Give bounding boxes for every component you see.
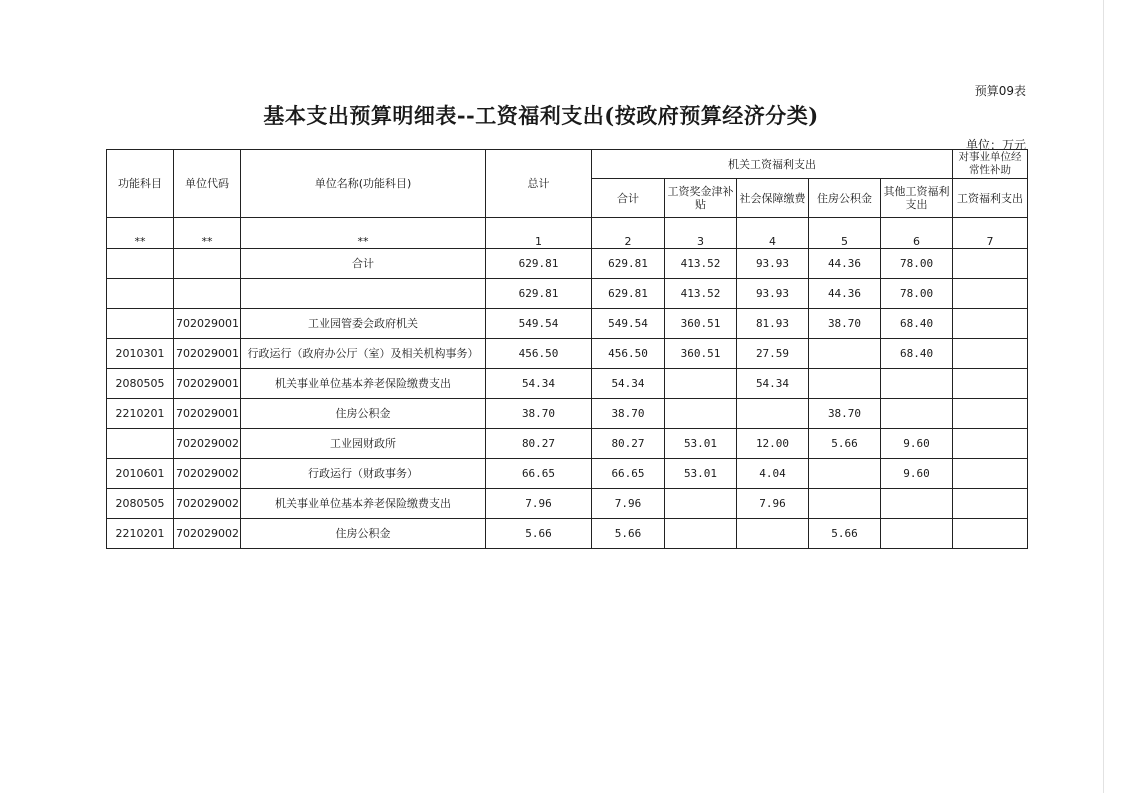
cell-total: 5.66 <box>486 519 592 549</box>
cell-func-subject: 2210201 <box>107 519 174 549</box>
cell-org-total: 5.66 <box>592 519 665 549</box>
cell-other <box>881 369 953 399</box>
cell-func-subject: 2210201 <box>107 399 174 429</box>
cell-unit-name: 住房公积金 <box>241 399 486 429</box>
cell-org-total: 7.96 <box>592 489 665 519</box>
cell-salary: 360.51 <box>665 339 737 369</box>
cell-org-total: 629.81 <box>592 249 665 279</box>
cell-func-subject <box>107 309 174 339</box>
cell-subsidy-wage <box>953 399 1028 429</box>
cell-subsidy-wage <box>953 489 1028 519</box>
cell-unit-name: 住房公积金 <box>241 519 486 549</box>
header-sub-subsidy-wage: 工资福利支出 <box>953 179 1028 218</box>
cell-unit-code: 702029001 <box>174 369 241 399</box>
cell-unit-name: 机关事业单位基本养老保险缴费支出 <box>241 369 486 399</box>
header-sub-housing: 住房公积金 <box>809 179 881 218</box>
cell-subsidy-wage <box>953 459 1028 489</box>
cell-housing <box>809 369 881 399</box>
cell-social: 93.93 <box>737 249 809 279</box>
column-number: 3 <box>665 218 737 249</box>
cell-housing <box>809 489 881 519</box>
table-row <box>107 519 1028 549</box>
table-row <box>107 429 1028 459</box>
cell-func-subject: 2080505 <box>107 489 174 519</box>
cell-subsidy-wage <box>953 339 1028 369</box>
header-func-subject: 功能科目 <box>107 150 174 218</box>
cell-social <box>737 519 809 549</box>
cell-total: 629.81 <box>486 249 592 279</box>
cell-housing: 5.66 <box>809 429 881 459</box>
cell-salary <box>665 369 737 399</box>
cell-social: 4.04 <box>737 459 809 489</box>
cell-other <box>881 399 953 429</box>
cell-unit-name <box>241 279 486 309</box>
cell-salary: 53.01 <box>665 429 737 459</box>
cell-salary <box>665 399 737 429</box>
cell-unit-code <box>174 279 241 309</box>
cell-total: 80.27 <box>486 429 592 459</box>
header-group-org-wage: 机关工资福利支出 <box>592 150 953 179</box>
cell-unit-name: 工业园财政所 <box>241 429 486 459</box>
cell-org-total: 38.70 <box>592 399 665 429</box>
column-number: ** <box>241 218 486 249</box>
cell-total: 54.34 <box>486 369 592 399</box>
cell-unit-code: 702029002 <box>174 519 241 549</box>
cell-subsidy-wage <box>953 369 1028 399</box>
cell-salary <box>665 489 737 519</box>
header-unit-name: 单位名称(功能科目) <box>241 150 486 218</box>
cell-subsidy-wage <box>953 429 1028 459</box>
cell-unit-name: 工业园管委会政府机关 <box>241 309 486 339</box>
cell-org-total: 549.54 <box>592 309 665 339</box>
cell-social: 54.34 <box>737 369 809 399</box>
cell-housing: 44.36 <box>809 249 881 279</box>
header-sub-other: 其他工资福利支出 <box>881 179 953 218</box>
page-title: 基本支出预算明细表--工资福利支出(按政府预算经济分类) <box>263 103 819 128</box>
header-row-1 <box>107 150 1028 179</box>
cell-total: 629.81 <box>486 279 592 309</box>
column-number: 1 <box>486 218 592 249</box>
cell-total: 549.54 <box>486 309 592 339</box>
cell-func-subject <box>107 429 174 459</box>
cell-other: 78.00 <box>881 279 953 309</box>
cell-social <box>737 399 809 429</box>
column-number: 6 <box>881 218 953 249</box>
cell-unit-code: 702029001 <box>174 399 241 429</box>
cell-unit-code: 702029001 <box>174 309 241 339</box>
cell-unit-name: 机关事业单位基本养老保险缴费支出 <box>241 489 486 519</box>
cell-other <box>881 519 953 549</box>
table-row <box>107 459 1028 489</box>
header-unit-code: 单位代码 <box>174 150 241 218</box>
cell-org-total: 80.27 <box>592 429 665 459</box>
cell-other: 68.40 <box>881 339 953 369</box>
cell-other: 68.40 <box>881 309 953 339</box>
cell-salary: 360.51 <box>665 309 737 339</box>
cell-org-total: 629.81 <box>592 279 665 309</box>
cell-other: 9.60 <box>881 429 953 459</box>
cell-total: 7.96 <box>486 489 592 519</box>
cell-org-total: 66.65 <box>592 459 665 489</box>
header-total: 总计 <box>486 150 592 218</box>
cell-func-subject <box>107 249 174 279</box>
cell-unit-name: 合计 <box>241 249 486 279</box>
column-number: 7 <box>953 218 1028 249</box>
cell-subsidy-wage <box>953 249 1028 279</box>
cell-subsidy-wage <box>953 519 1028 549</box>
cell-func-subject: 2010601 <box>107 459 174 489</box>
budget-table <box>106 149 1028 549</box>
cell-housing <box>809 339 881 369</box>
cell-unit-code: 702029002 <box>174 459 241 489</box>
cell-social: 12.00 <box>737 429 809 459</box>
cell-housing: 38.70 <box>809 399 881 429</box>
cell-other: 78.00 <box>881 249 953 279</box>
header-sub-total: 合计 <box>592 179 665 218</box>
cell-unit-code: 702029001 <box>174 339 241 369</box>
header-sub-social: 社会保障缴费 <box>737 179 809 218</box>
cell-unit-code <box>174 249 241 279</box>
cell-subsidy-wage <box>953 309 1028 339</box>
data-rows <box>107 249 1028 549</box>
table-row <box>107 249 1028 279</box>
column-number-row <box>107 218 1028 249</box>
cell-total: 456.50 <box>486 339 592 369</box>
cell-unit-code: 702029002 <box>174 429 241 459</box>
cell-social: 27.59 <box>737 339 809 369</box>
cell-housing: 44.36 <box>809 279 881 309</box>
table-row <box>107 339 1028 369</box>
cell-social: 93.93 <box>737 279 809 309</box>
column-number: ** <box>107 218 174 249</box>
header-group-subsidy: 对事业单位经常性补助 <box>953 150 1028 179</box>
cell-housing: 38.70 <box>809 309 881 339</box>
cell-salary: 53.01 <box>665 459 737 489</box>
cell-unit-code: 702029002 <box>174 489 241 519</box>
table-row <box>107 279 1028 309</box>
cell-social: 81.93 <box>737 309 809 339</box>
column-number: ** <box>174 218 241 249</box>
cell-other <box>881 489 953 519</box>
cell-other: 9.60 <box>881 459 953 489</box>
cell-salary: 413.52 <box>665 279 737 309</box>
column-number: 2 <box>592 218 665 249</box>
unit-label: 单位：万元 <box>965 138 1026 152</box>
cell-salary: 413.52 <box>665 249 737 279</box>
cell-unit-name: 行政运行（财政事务） <box>241 459 486 489</box>
cell-housing <box>809 459 881 489</box>
table-row <box>107 489 1028 519</box>
cell-org-total: 456.50 <box>592 339 665 369</box>
cell-housing: 5.66 <box>809 519 881 549</box>
cell-subsidy-wage <box>953 279 1028 309</box>
cell-social: 7.96 <box>737 489 809 519</box>
column-number: 5 <box>809 218 881 249</box>
table-row <box>107 309 1028 339</box>
table-row <box>107 399 1028 429</box>
cell-org-total: 54.34 <box>592 369 665 399</box>
cell-salary <box>665 519 737 549</box>
cell-func-subject <box>107 279 174 309</box>
column-number: 4 <box>737 218 809 249</box>
cell-total: 66.65 <box>486 459 592 489</box>
header-sub-salary: 工资奖金津补贴 <box>665 179 737 218</box>
form-code: 预算09表 <box>974 84 1026 98</box>
cell-func-subject: 2010301 <box>107 339 174 369</box>
cell-func-subject: 2080505 <box>107 369 174 399</box>
cell-unit-name: 行政运行（政府办公厅（室）及相关机构事务） <box>241 339 486 369</box>
cell-total: 38.70 <box>486 399 592 429</box>
table-row <box>107 369 1028 399</box>
